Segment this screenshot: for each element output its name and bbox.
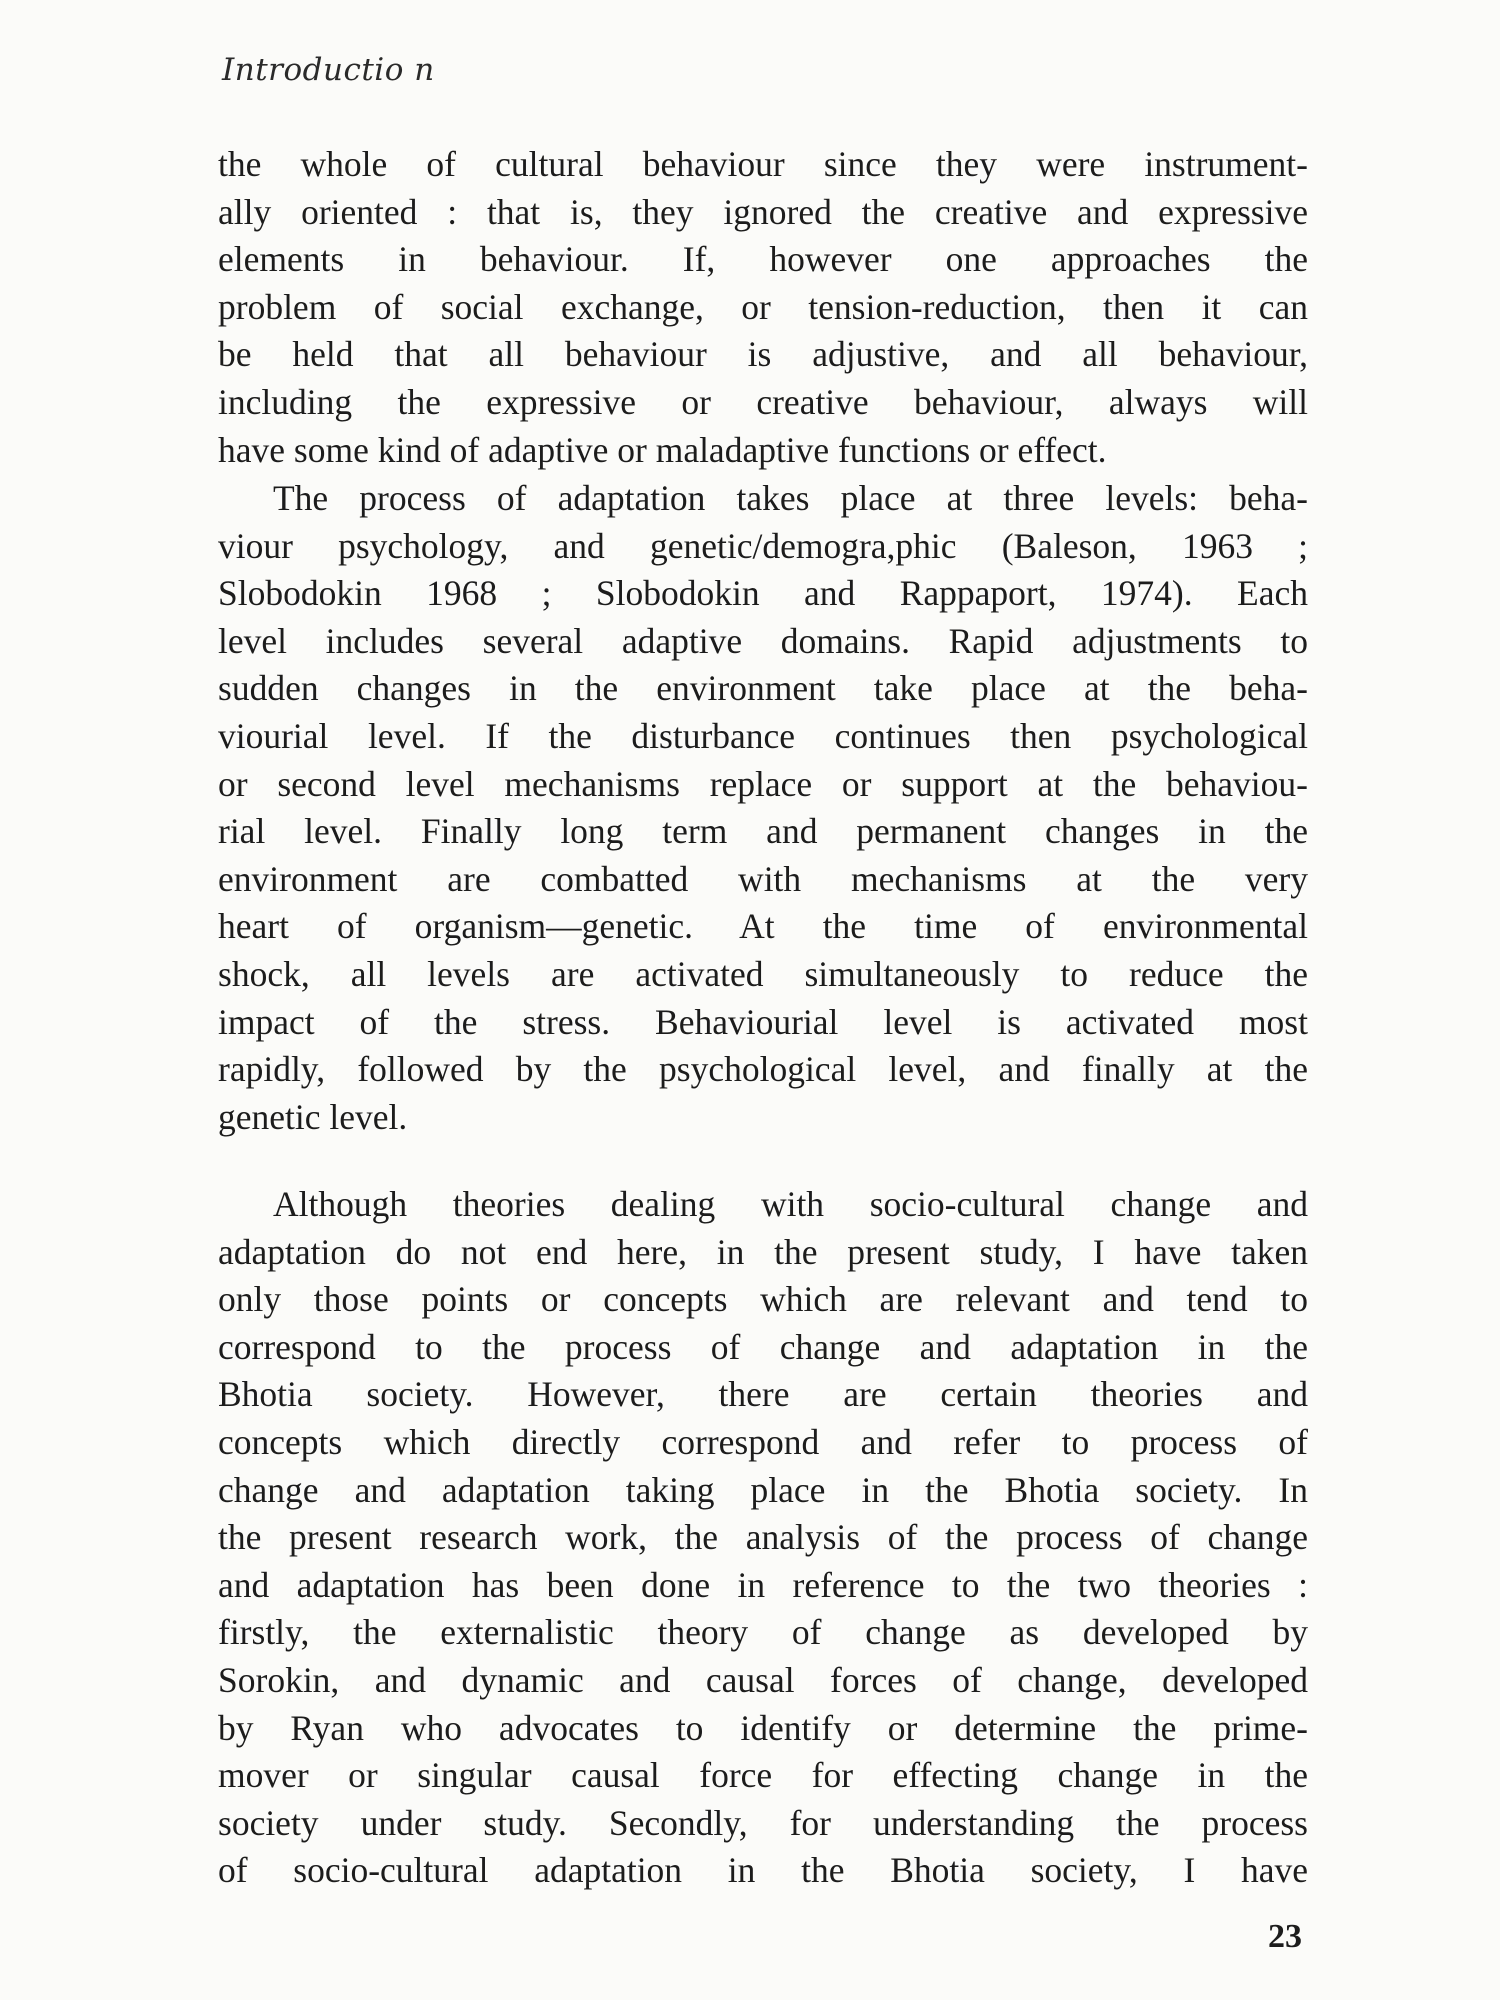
text-line: and adaptation has been done in reference to the two theories :: [218, 1564, 1308, 1605]
text-line: rial level. Finally long term and permanent changes in the: [218, 811, 1308, 852]
text-line: Sorokin, and dynamic and causal forces of change, developed: [218, 1659, 1308, 1700]
text-line: impact of the stress. Behaviourial level is activated most: [218, 1001, 1308, 1042]
text-line: firstly, the externalistic theory of change as developed by: [218, 1612, 1308, 1653]
text-line: Bhotia society. However, there are certain theories and: [218, 1374, 1308, 1415]
text-line: viourial level. If the disturbance continues then psychological: [218, 715, 1308, 756]
paragraph-2: [218, 475, 1308, 1141]
text-line: be held that all behaviour is adjustive, and all behaviour,: [218, 334, 1308, 375]
paragraph-1: [218, 141, 1308, 474]
text-line: of socio-cultural adaptation in the Bhotia society, I have: [218, 1850, 1308, 1891]
text-line: or second level mechanisms replace or support at the behaviou-: [218, 763, 1308, 804]
text-line: only those points or concepts which are relevant and tend to: [218, 1279, 1308, 1320]
text-line: shock, all levels are activated simultaneously to reduce the: [218, 953, 1308, 994]
text-line: concepts which directly correspond and refer to process of: [218, 1421, 1308, 1462]
text-line: society under study. Secondly, for understanding the process: [218, 1802, 1308, 1843]
page-number: 23: [1268, 1918, 1302, 1955]
text-line: the whole of cultural behaviour since they were instrument-: [218, 144, 1308, 184]
paragraph-3: [218, 1181, 1308, 1895]
text-line: sudden changes in the environment take place at the beha-: [218, 668, 1308, 709]
text-line: change and adaptation taking place in the Bhotia society. In: [218, 1469, 1308, 1510]
text-line: viour psychology, and genetic/demogra,phic (Baleson, 1963 ;: [218, 525, 1308, 566]
text-line: correspond to the process of change and adaptation in the: [218, 1326, 1308, 1367]
text-line: elements in behaviour. If, however one approaches the: [218, 239, 1308, 280]
text-line: adaptation do not end here, in the present study, I have taken: [218, 1231, 1308, 1272]
text-line: problem of social exchange, or tension-reduction, then it can: [218, 286, 1308, 327]
text-line: mover or singular causal force for effecting change in the: [218, 1755, 1308, 1796]
text-line: the present research work, the analysis of the process of change: [218, 1517, 1308, 1558]
text-line: genetic level.: [218, 1096, 408, 1137]
text-line: including the expressive or creative behaviour, always will: [218, 381, 1308, 422]
text-line: rapidly, followed by the psychological level, and finally at the: [218, 1049, 1308, 1090]
text-line: The process of adaptation takes place at three levels: beha-: [273, 478, 1308, 518]
text-line: level includes several adaptive domains. Rapid adjustments to: [218, 620, 1308, 661]
running-head: Introductio n: [222, 52, 435, 88]
text-line: environment are combatted with mechanisms at the very: [218, 858, 1308, 899]
text-line: heart of organism—genetic. At the time of environmental: [218, 906, 1308, 947]
text-line: by Ryan who advocates to identify or determine the prime-: [218, 1707, 1308, 1748]
text-line: Slobodokin 1968 ; Slobodokin and Rappaport, 1974). Each: [218, 573, 1308, 614]
text-line: ally oriented : that is, they ignored the creative and expressive: [218, 191, 1308, 232]
text-line: have some kind of adaptive or maladaptive functions or effect.: [218, 429, 1107, 470]
text-line: Although theories dealing with socio-cultural change and: [273, 1184, 1308, 1224]
